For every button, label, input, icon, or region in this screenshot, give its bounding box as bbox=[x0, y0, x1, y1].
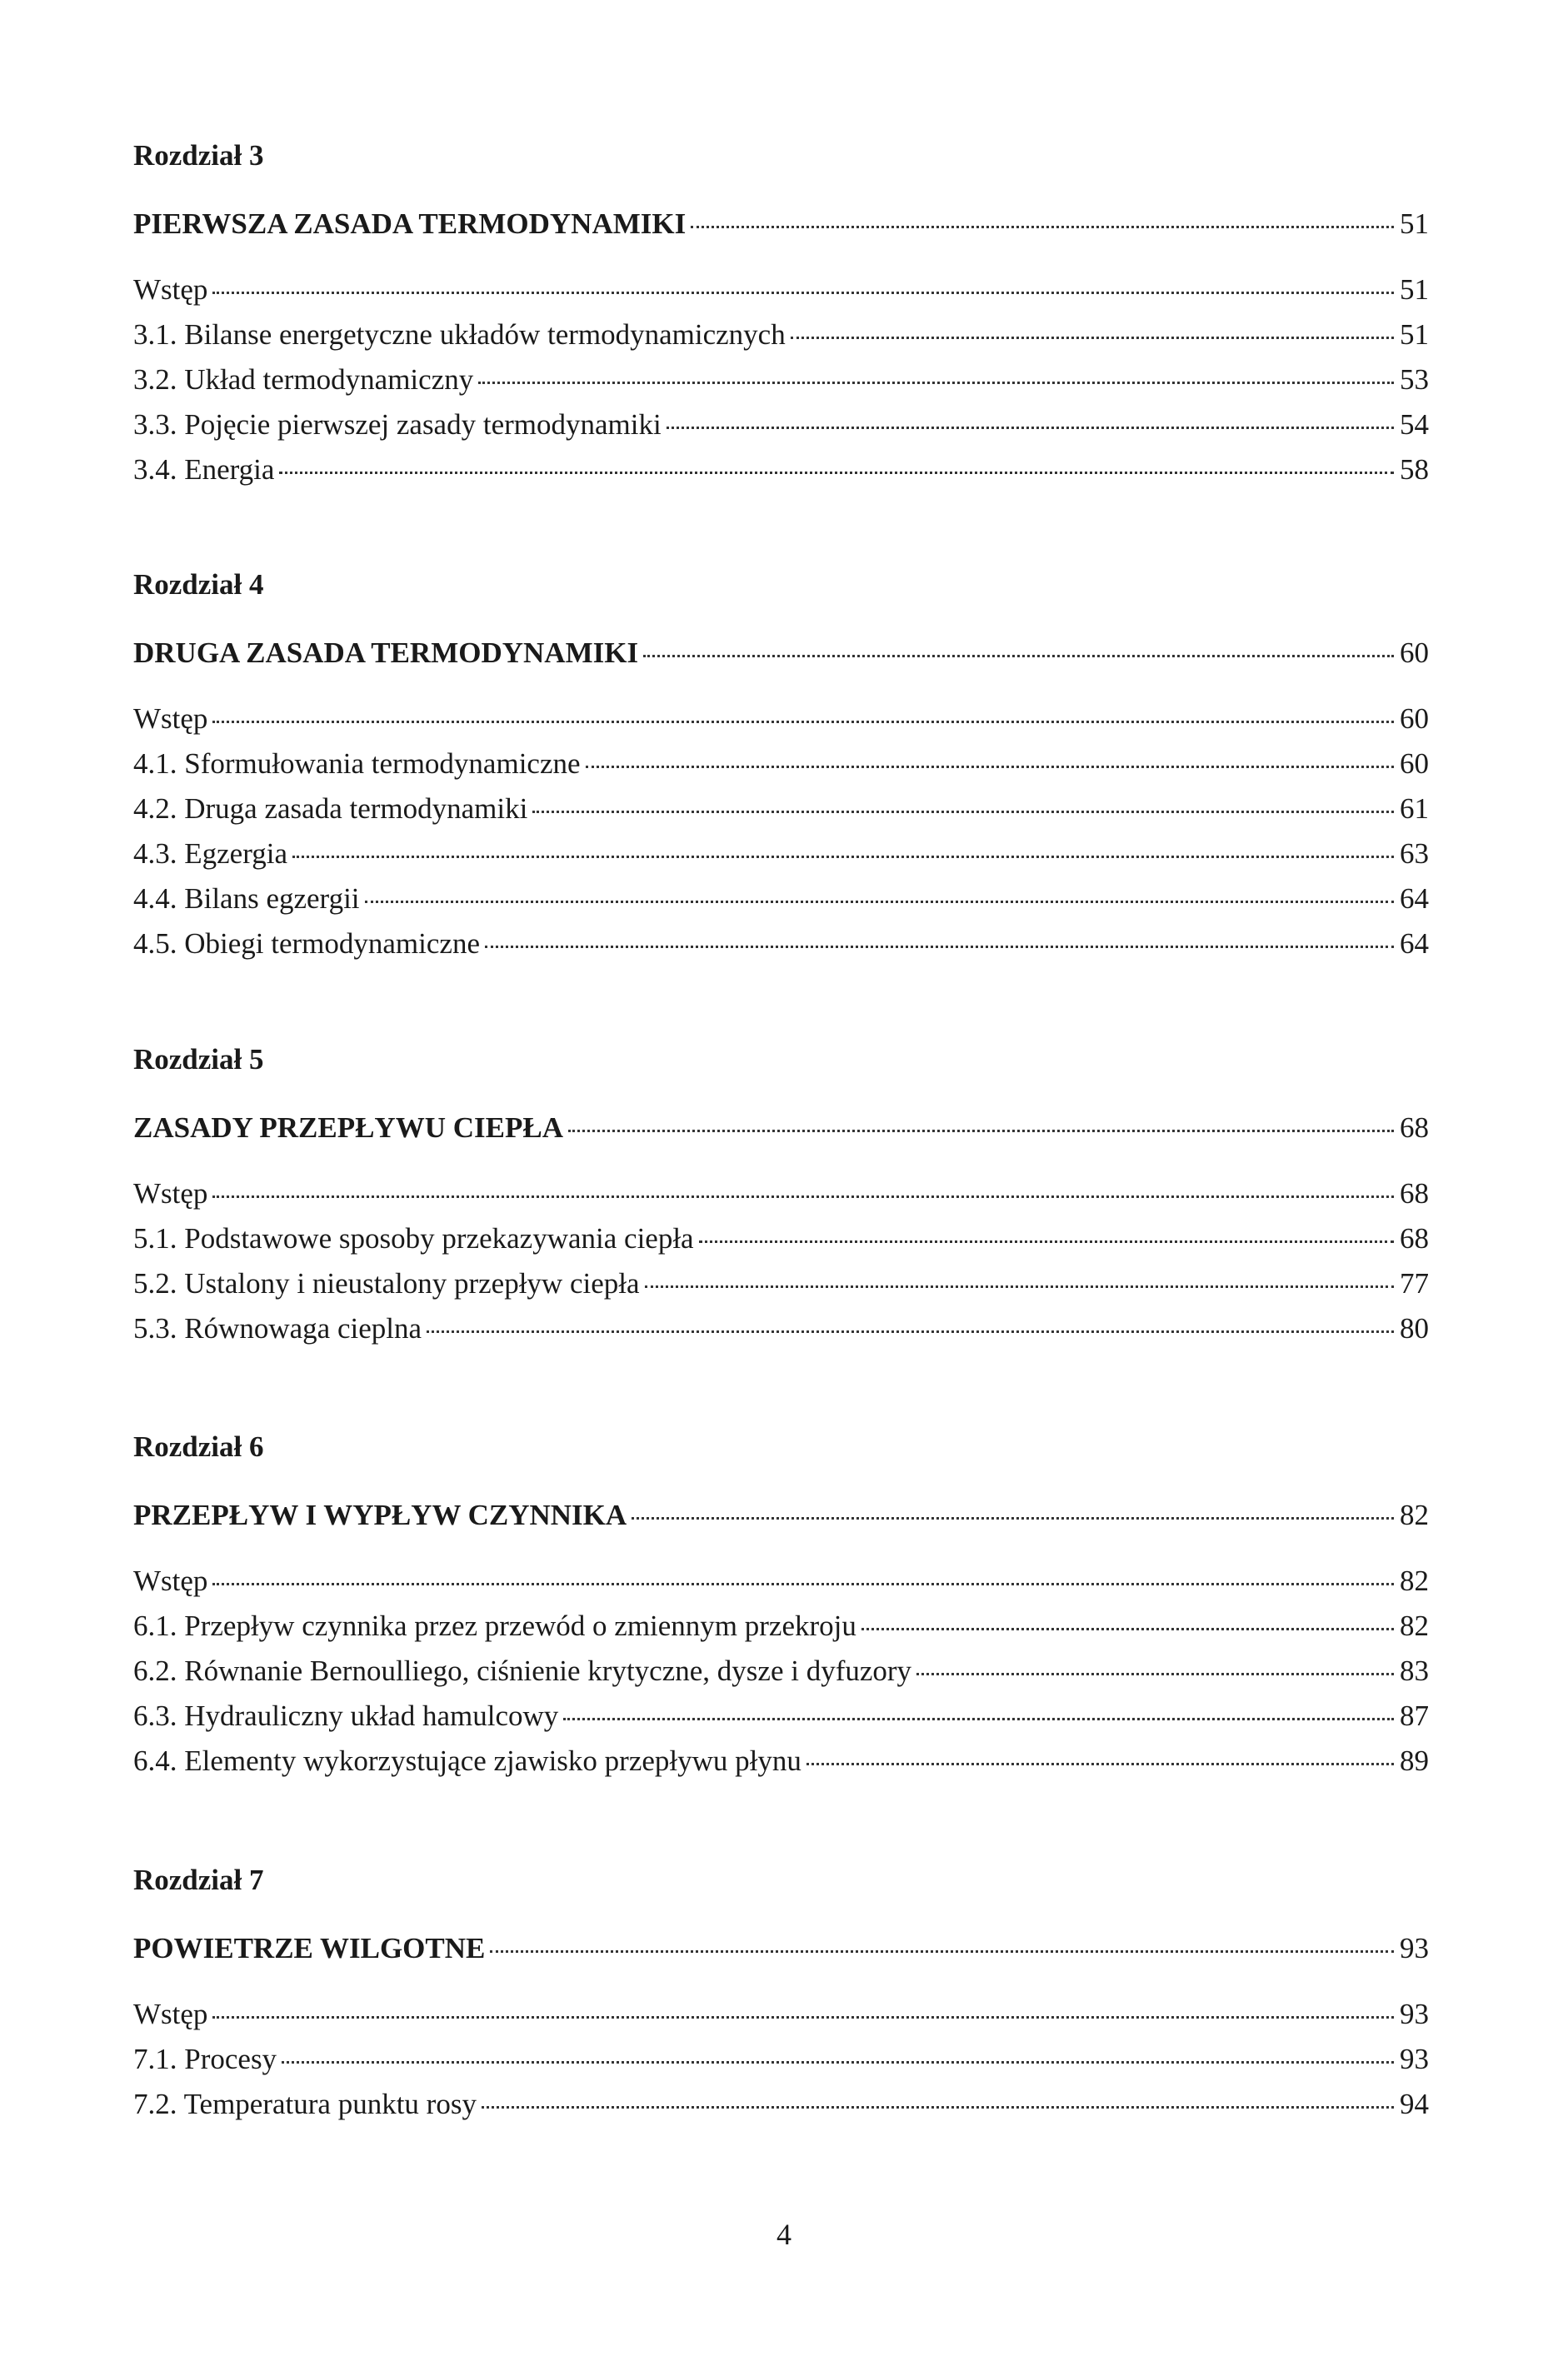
chapter-title-row bbox=[133, 1497, 1429, 1534]
toc-entry bbox=[133, 881, 1429, 917]
entry-title: 7.2. Temperatura punktu rosy bbox=[133, 2088, 477, 2120]
page-ref: 68 bbox=[1400, 1177, 1429, 1210]
page-ref: 93 bbox=[1400, 2043, 1429, 2075]
dot-leader bbox=[532, 811, 1394, 813]
page-ref: 53 bbox=[1400, 363, 1429, 396]
toc-entry bbox=[133, 1608, 1429, 1645]
dot-leader bbox=[212, 1583, 1394, 1585]
toc-entry bbox=[133, 836, 1429, 872]
toc-entry bbox=[133, 2041, 1429, 2078]
dot-leader bbox=[279, 472, 1394, 474]
toc-entry bbox=[133, 1698, 1429, 1735]
toc-entry bbox=[133, 1563, 1429, 1600]
dot-leader bbox=[916, 1673, 1394, 1675]
chapter-title-row bbox=[133, 635, 1429, 671]
page-ref: 94 bbox=[1400, 2088, 1429, 2120]
entry-title: 6.4. Elementy wykorzystujące zjawisko przepływu płynu bbox=[133, 1745, 801, 1777]
entry-title: 5.3. Równowaga cieplna bbox=[133, 1312, 422, 1345]
page-number: 4 bbox=[777, 2218, 791, 2251]
dot-leader bbox=[292, 856, 1394, 858]
dot-leader bbox=[212, 1195, 1394, 1198]
entry-title: 4.3. Egzergia bbox=[133, 837, 287, 870]
page-ref: 60 bbox=[1400, 702, 1429, 735]
page-ref: 82 bbox=[1400, 1610, 1429, 1642]
entry-title: 6.3. Hydrauliczny układ hamulcowy bbox=[133, 1700, 559, 1732]
dot-leader bbox=[490, 1950, 1394, 1953]
chapter-label: Rozdział 6 bbox=[133, 1430, 264, 1463]
dot-leader bbox=[643, 655, 1394, 657]
dot-leader bbox=[861, 1628, 1394, 1630]
chapter-label: Rozdział 5 bbox=[133, 1043, 264, 1076]
page-ref: 64 bbox=[1400, 927, 1429, 960]
entry-title: 3.4. Energia bbox=[133, 453, 275, 486]
dot-leader bbox=[791, 337, 1394, 339]
chapter-title: POWIETRZE WILGOTNE bbox=[133, 1932, 486, 1964]
dot-leader bbox=[485, 946, 1394, 948]
page-ref: 68 bbox=[1400, 1111, 1429, 1144]
page-ref: 68 bbox=[1400, 1222, 1429, 1255]
page-ref: 93 bbox=[1400, 1932, 1429, 1964]
toc-entry bbox=[133, 1653, 1429, 1690]
page-ref: 82 bbox=[1400, 1499, 1429, 1531]
toc-entry bbox=[133, 926, 1429, 962]
toc-entry bbox=[133, 701, 1429, 737]
page-ref: 77 bbox=[1400, 1267, 1429, 1300]
entry-title: 3.1. Bilanse energetyczne układów termodynamicznych bbox=[133, 318, 786, 351]
dot-leader bbox=[478, 382, 1394, 384]
dot-leader bbox=[212, 2016, 1394, 2019]
chapter-label: Rozdział 3 bbox=[133, 139, 264, 172]
toc-entry bbox=[133, 407, 1429, 443]
page-ref: 61 bbox=[1400, 792, 1429, 825]
page-ref: 60 bbox=[1400, 747, 1429, 780]
entry-title: Wstęp bbox=[133, 1998, 208, 2030]
toc-entry bbox=[133, 1265, 1429, 1302]
toc-entry bbox=[133, 1310, 1429, 1347]
dot-leader bbox=[806, 1763, 1394, 1765]
page-ref: 54 bbox=[1400, 408, 1429, 441]
page-ref: 80 bbox=[1400, 1312, 1429, 1345]
toc-entry bbox=[133, 1176, 1429, 1212]
dot-leader bbox=[482, 2106, 1394, 2109]
entry-title: 4.2. Druga zasada termodynamiki bbox=[133, 792, 528, 825]
toc-entry bbox=[133, 272, 1429, 308]
chapter-title: PIERWSZA ZASADA TERMODYNAMIKI bbox=[133, 207, 687, 240]
entry-title: 4.5. Obiegi termodynamiczne bbox=[133, 927, 480, 960]
chapter-title-row bbox=[133, 1930, 1429, 1967]
dot-leader bbox=[427, 1330, 1394, 1333]
dot-leader bbox=[632, 1517, 1394, 1520]
entry-title: 6.2. Równanie Bernoulliego, ciśnienie krytyczne, dysze i dyfuzory bbox=[133, 1655, 912, 1687]
dot-leader bbox=[691, 226, 1394, 228]
toc-entry bbox=[133, 746, 1429, 782]
dot-leader bbox=[586, 766, 1394, 768]
page-ref: 51 bbox=[1400, 318, 1429, 351]
page-ref: 89 bbox=[1400, 1745, 1429, 1777]
dot-leader bbox=[699, 1240, 1394, 1243]
entry-title: 7.1. Procesy bbox=[133, 2043, 277, 2075]
chapter-title: DRUGA ZASADA TERMODYNAMIKI bbox=[133, 636, 639, 669]
entry-title: 4.4. Bilans egzergii bbox=[133, 882, 360, 915]
entry-title: 5.1. Podstawowe sposoby przekazywania ciepła bbox=[133, 1222, 694, 1255]
dot-leader bbox=[282, 2061, 1394, 2064]
page-ref: 87 bbox=[1400, 1700, 1429, 1732]
toc-entry bbox=[133, 317, 1429, 353]
chapter-label: Rozdział 7 bbox=[133, 1864, 264, 1896]
chapter-title: ZASADY PRZEPŁYWU CIEPŁA bbox=[133, 1111, 563, 1144]
page-ref: 83 bbox=[1400, 1655, 1429, 1687]
dot-leader bbox=[563, 1718, 1394, 1720]
page-ref: 58 bbox=[1400, 453, 1429, 486]
toc-entry bbox=[133, 1220, 1429, 1257]
page-ref: 93 bbox=[1400, 1998, 1429, 2030]
dot-leader bbox=[212, 292, 1394, 294]
toc-entry bbox=[133, 1743, 1429, 1779]
toc-entry bbox=[133, 1996, 1429, 2033]
toc-entry bbox=[133, 791, 1429, 827]
page-ref: 82 bbox=[1400, 1565, 1429, 1597]
toc-entry bbox=[133, 362, 1429, 398]
chapter-label: Rozdział 4 bbox=[133, 568, 264, 601]
entry-title: Wstęp bbox=[133, 273, 208, 306]
page-ref: 51 bbox=[1400, 207, 1429, 240]
chapter-title-row bbox=[133, 206, 1429, 242]
dot-leader bbox=[568, 1130, 1394, 1132]
dot-leader bbox=[667, 427, 1394, 429]
chapter-title-row bbox=[133, 1110, 1429, 1146]
entry-title: 3.3. Pojęcie pierwszej zasady termodynamiki bbox=[133, 408, 662, 441]
entry-title: 3.2. Układ termodynamiczny bbox=[133, 363, 474, 396]
toc-entry bbox=[133, 2086, 1429, 2123]
dot-leader bbox=[365, 901, 1394, 903]
entry-title: 5.2. Ustalony i nieustalony przepływ ciepła bbox=[133, 1267, 640, 1300]
entry-title: Wstęp bbox=[133, 1177, 208, 1210]
dot-leader bbox=[212, 721, 1394, 723]
toc-entry bbox=[133, 452, 1429, 488]
page-ref: 64 bbox=[1400, 882, 1429, 915]
page-ref: 63 bbox=[1400, 837, 1429, 870]
page-ref: 60 bbox=[1400, 636, 1429, 669]
chapter-title: PRZEPŁYW I WYPŁYW CZYNNIKA bbox=[133, 1499, 627, 1531]
page-ref: 51 bbox=[1400, 273, 1429, 306]
dot-leader bbox=[645, 1285, 1395, 1288]
entry-title: 6.1. Przepływ czynnika przez przewód o zmiennym przekroju bbox=[133, 1610, 856, 1642]
entry-title: 4.1. Sformułowania termodynamiczne bbox=[133, 747, 581, 780]
entry-title: Wstęp bbox=[133, 702, 208, 735]
entry-title: Wstęp bbox=[133, 1565, 208, 1597]
